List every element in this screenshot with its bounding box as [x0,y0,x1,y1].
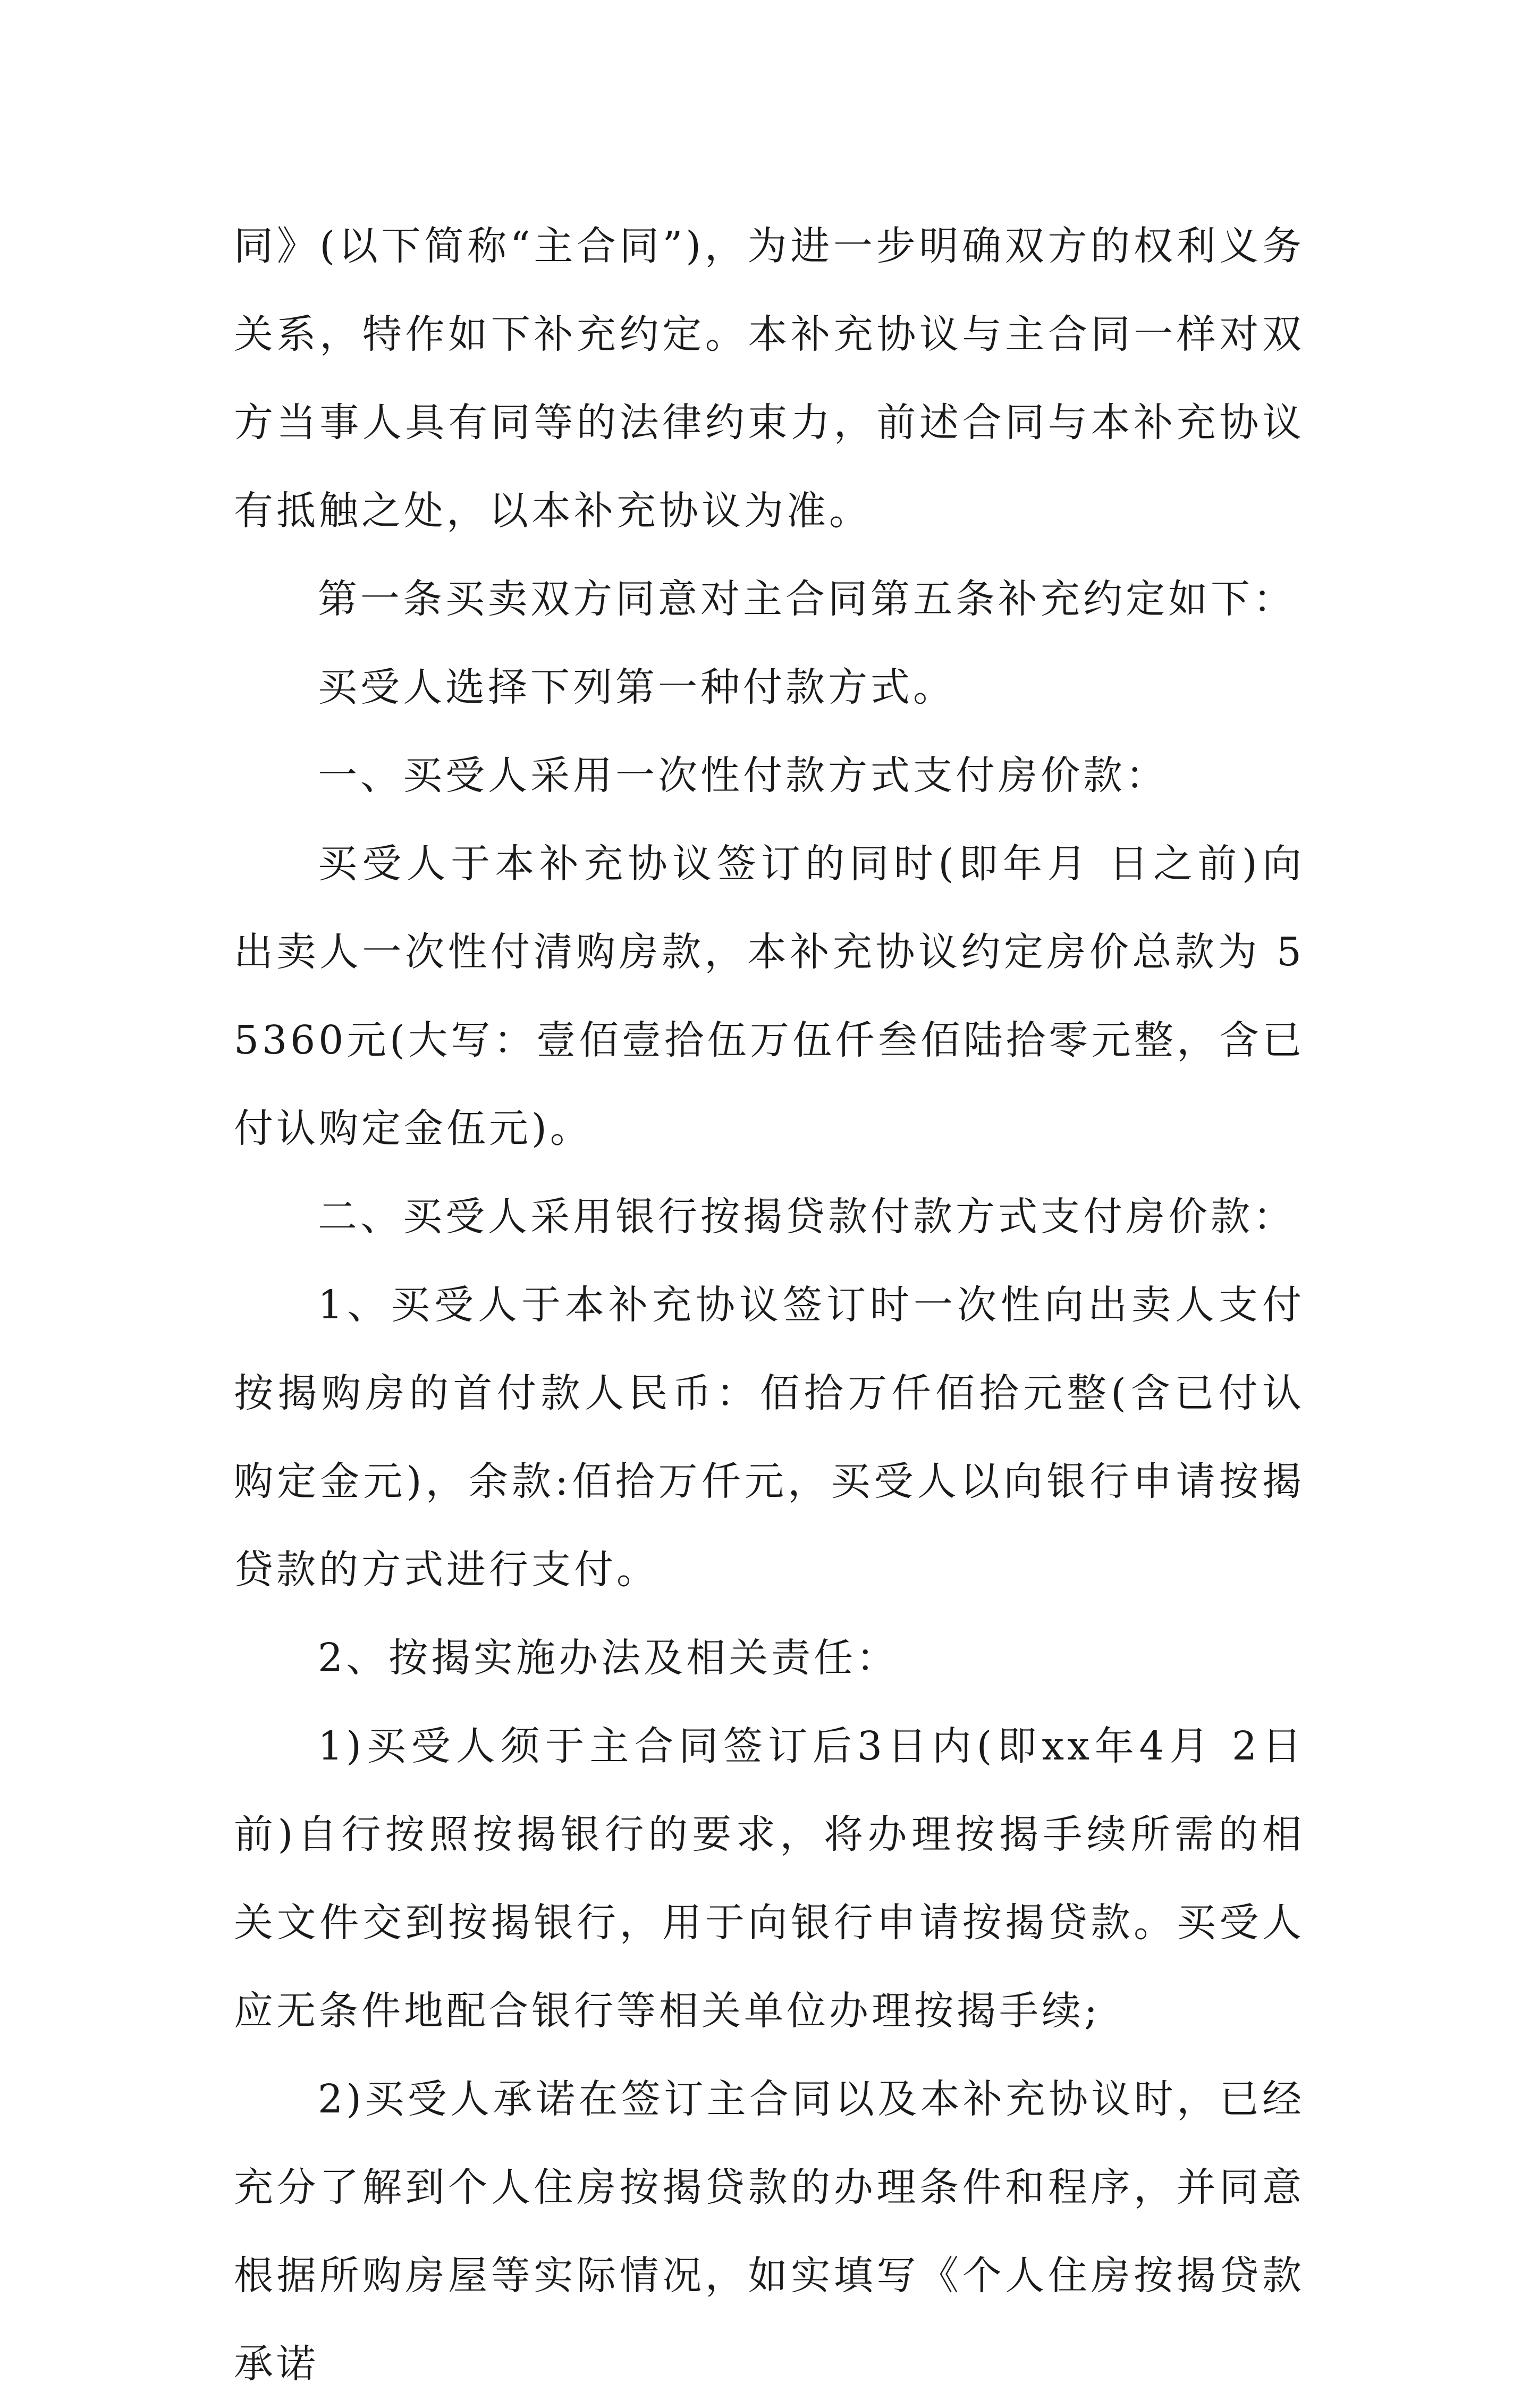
paragraph-5: 买受人于本补充协议签订的同时(即年月 日之前)向出卖人一次性付清购房款，本补充协议约定房价总款为 55360元(大写：壹佰壹拾伍万伍仟叁佰陆拾零元整，含已付认购定金伍元)。 [234,841,1305,1151]
paragraph-4: 一、买受人采用一次性付款方式支付房价款： [318,753,1168,798]
paragraph-3: 买受人选择下列第一种付款方式。 [318,664,956,710]
paragraph-9: 1)买受人须于主合同签订后3日内(即xx年4月 2日前)自行按照按揭银行的要求，将办理按揭手续所需的相关文件交到按揭银行，用于向银行申请按揭贷款。买受人应无条件地配合银行等相关单位办理按揭手续; [234,1723,1305,2034]
document-body [234,202,1305,2408]
paragraph-1: 同》(以下简称“主合同”)，为进一步明确双方的权利义务关系，特作如下补充约定。本补充协议与主合同一样对双方当事人具有同等的法律约束力，前述合同与本补充协议有抵触之处，以本补充协议为准。 [234,223,1305,534]
paragraph-10: 2)买受人承诺在签订主合同以及本补充协议时，已经充分了解到个人住房按揭贷款的办理条件和程序，并同意根据所购房屋等实际情况，如实填写《个人住房按揭贷款承诺 [234,2076,1305,2387]
paragraph-2: 第一条买卖双方同意对主合同第五条补充约定如下： [318,576,1296,622]
paragraph-7: 1、买受人于本补充协议签订时一次性向出卖人支付按揭购房的首付款人民币：佰拾万仟佰拾元整(含已付认购定金元)，余款:佰拾万仟元，买受人以向银行申请按揭贷款的方式进行支付。 [234,1282,1305,1593]
paragraph-8: 2、按揭实施办法及相关责任： [318,1635,899,1681]
paragraph-6: 二、买受人采用银行按揭贷款付款方式支付房价款： [318,1194,1296,1240]
